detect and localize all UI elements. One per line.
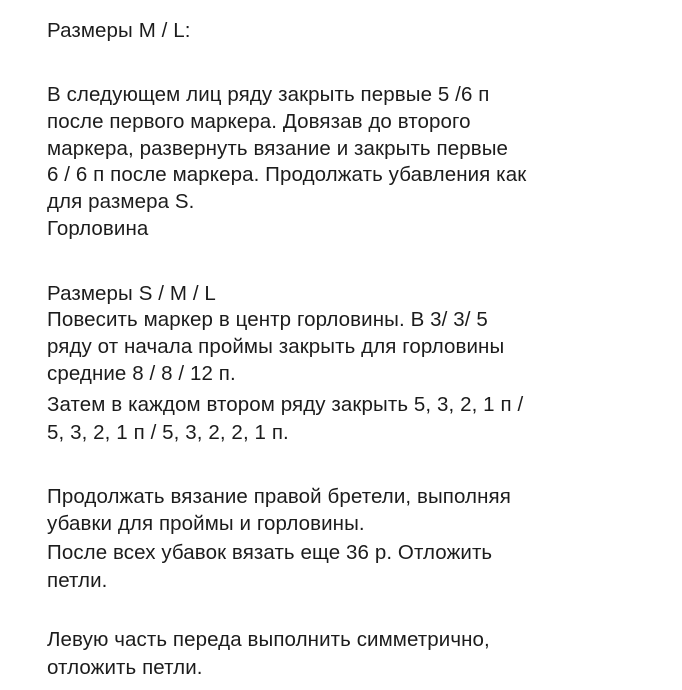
text-line: 5, 3, 2, 1 п / 5, 3, 2, 2, 1 п. (47, 421, 289, 444)
text-line: Продолжать вязание правой бретели, выполняя (47, 485, 511, 508)
text-line: для размера S. (47, 190, 195, 213)
heading-sizes-m-l: Размеры M / L: (47, 19, 191, 42)
heading-sizes-s-m-l: Размеры S / M / L (47, 282, 216, 305)
text-line: после первого маркера. Довязав до второго (47, 110, 471, 133)
text-line: В следующем лиц ряду закрыть первые 5 /6 п (47, 83, 490, 106)
text-line: 6 / 6 п после маркера. Продолжать убавления как (47, 163, 527, 186)
text-line: маркера, развернуть вязание и закрыть первые (47, 137, 509, 160)
text-line: После всех убавок вязать еще 36 р. Отложить (47, 541, 493, 564)
text-line: Левую часть переда выполнить симметрично, (47, 628, 490, 651)
section-heading-neckline: Горловина (47, 217, 149, 240)
text-line: убавки для проймы и горловины. (47, 512, 365, 535)
text-line: средние 8 / 8 / 12 п. (47, 362, 236, 385)
text-line: Затем в каждом втором ряду закрыть 5, 3, 2, 1 п / (47, 393, 524, 416)
text-line: петли. (47, 569, 108, 592)
text-line: ряду от начала проймы закрыть для горловины (47, 335, 505, 358)
text-line: Повесить маркер в центр горловины. В 3/ 3/ 5 (47, 308, 488, 331)
text-line: отложить петли. (47, 656, 203, 679)
